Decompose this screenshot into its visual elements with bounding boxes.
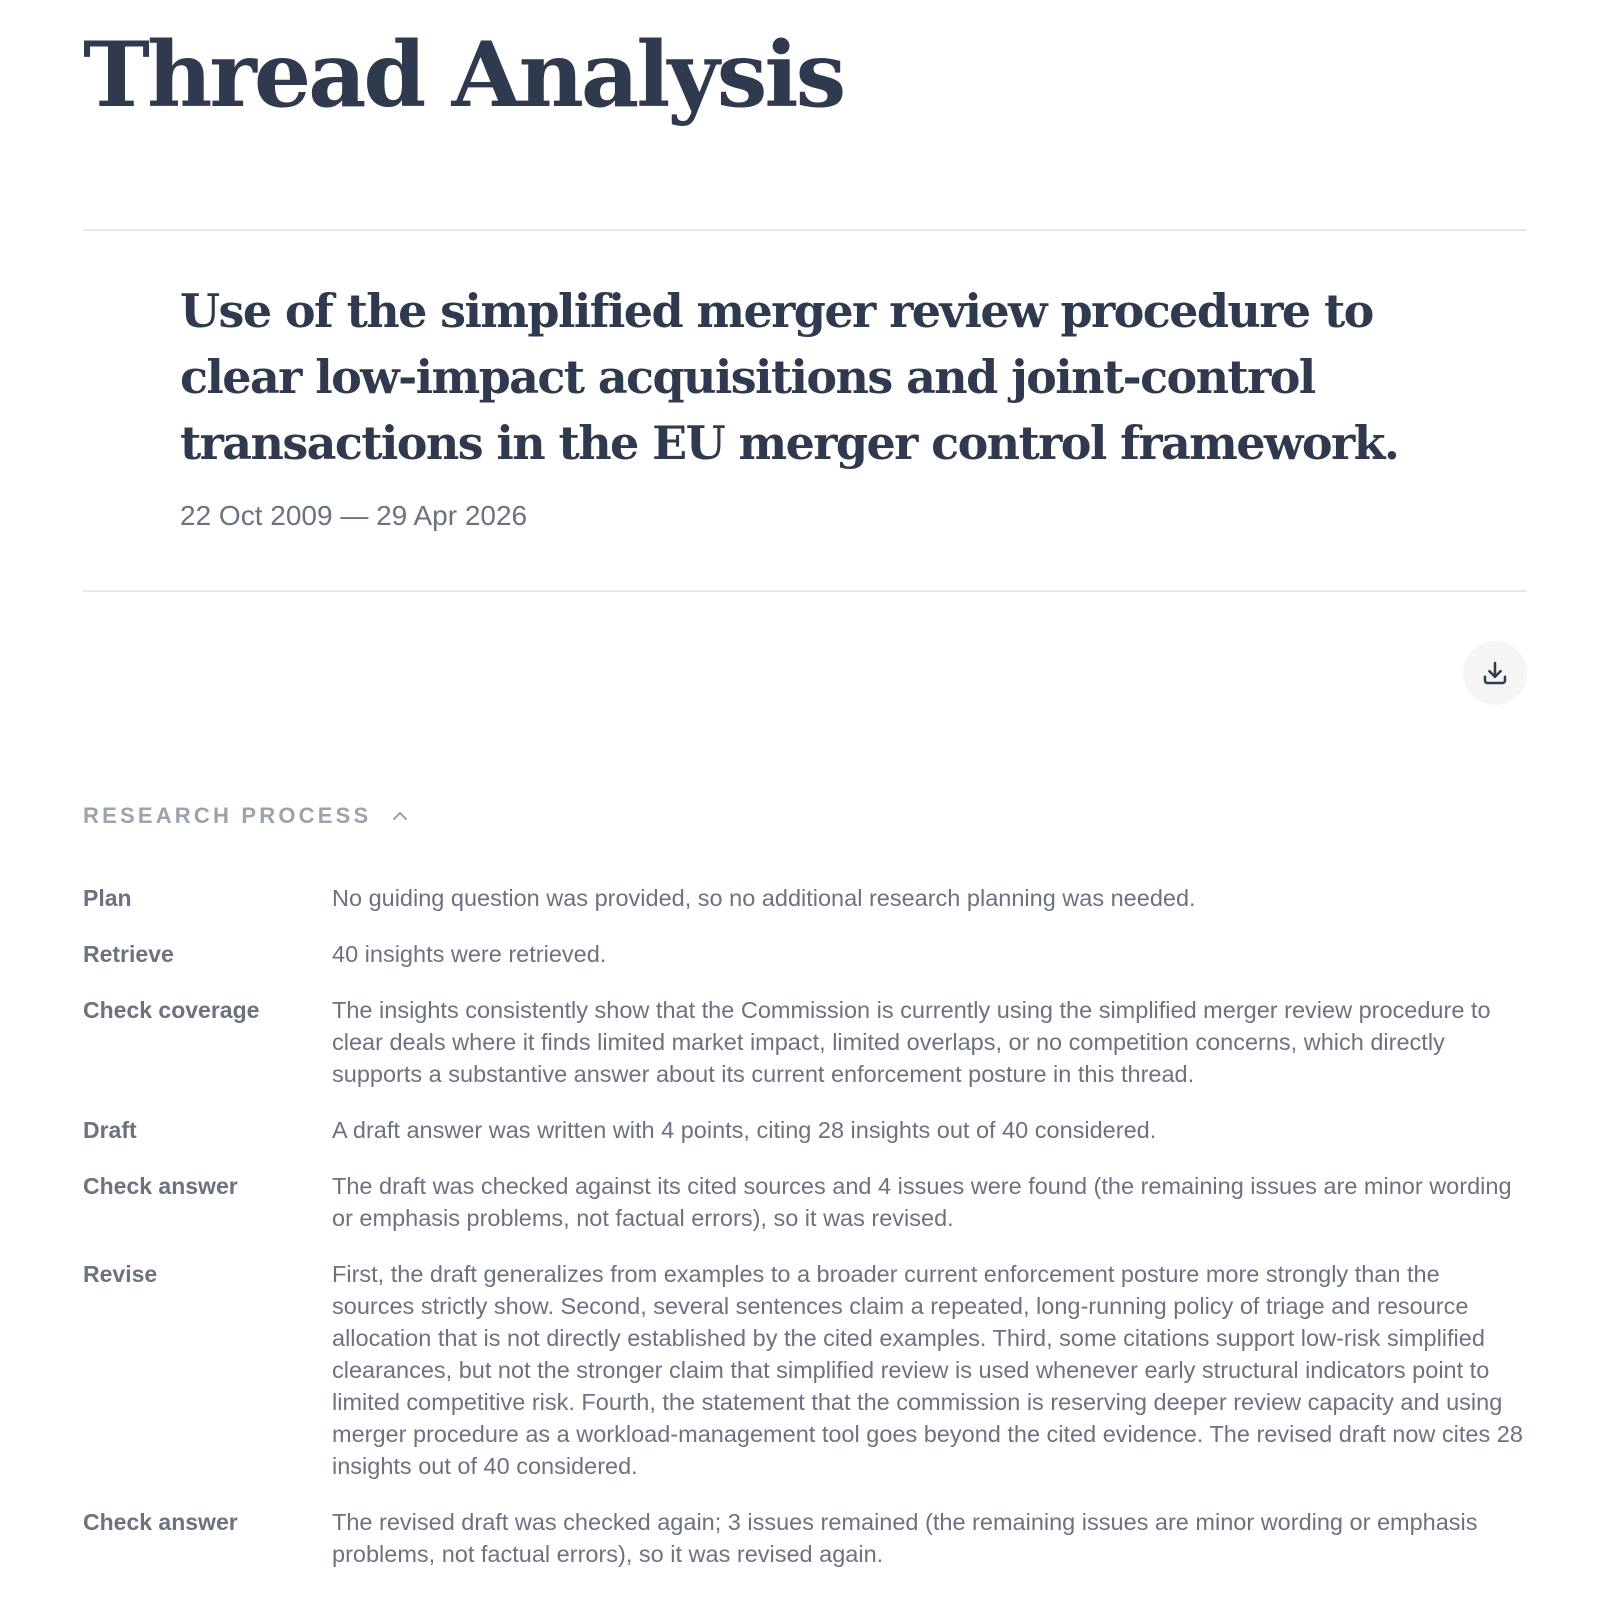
step-label: Plan — [83, 885, 132, 911]
step-description: No guiding question was provided, so no additional research planning was needed. — [332, 885, 1196, 911]
research-process-toggle[interactable] — [83, 800, 409, 832]
research-step-revise — [83, 1258, 1526, 1482]
step-description: The insights consistently show that the Commission is currently using the simplified merger review procedure to clear deals where it finds limited market impact, limited overlaps, or no competition concerns, which directly supports a substantive answer about its current enforcement posture in this thread. — [332, 997, 1491, 1087]
thread-date-range: 22 Oct 2009 — 29 Apr 2026 — [180, 500, 528, 531]
step-description: The revised draft was checked again; 3 issues remained (the remaining issues are minor wording or emphasis problems, not factual errors), so it was revised again. — [332, 1509, 1478, 1567]
step-label: Draft — [83, 1117, 137, 1143]
divider — [83, 590, 1526, 592]
research-step-draft — [83, 1114, 1526, 1146]
step-description: A draft answer was written with 4 points, citing 28 insights out of 40 considered. — [332, 1117, 1157, 1143]
research-step-plan — [83, 882, 1526, 914]
download-icon — [1480, 658, 1510, 688]
research-step-check-answer-2 — [83, 1506, 1526, 1570]
step-label: Check answer — [83, 1173, 238, 1199]
step-description: 40 insights were retrieved. — [332, 941, 607, 967]
chevron-up-icon — [391, 810, 409, 822]
page-title: Thread Analysis — [83, 22, 844, 128]
thread-title: Use of the simplified merger review procedure to clear low-impact acquisitions and joint-control transactions in the EU merger control framework. — [180, 284, 1399, 470]
thread-header — [180, 278, 1440, 534]
step-description: First, the draft generalizes from examples to a broader current enforcement posture more strongly than the sources strictly show. Second, several sentences claim a repeated, long-running policy of triage and resource allocation that is not directly established by the cited examples. Third, some citations support low-risk simplified clearances, but not the stronger claim that simplified review is used whenever early structural indicators point to limited competitive risk. Fourth, the statement that the commission is reserving deeper review capacity and using merger procedure as a workload-management tool goes beyond the cited evidence. The revised draft now cites 28 insights out of 40 considered. — [332, 1261, 1523, 1479]
research-process-steps — [83, 882, 1526, 1594]
step-label: Check coverage — [83, 997, 260, 1023]
research-step-check-coverage — [83, 994, 1526, 1090]
research-step-retrieve — [83, 938, 1526, 970]
research-step-check-answer — [83, 1170, 1526, 1234]
step-label: Check answer — [83, 1509, 238, 1535]
download-button[interactable] — [1463, 641, 1527, 705]
step-description: The draft was checked against its cited sources and 4 issues were found (the remaining issues are minor wording or emphasis problems, not factual errors), so it was revised. — [332, 1173, 1512, 1231]
divider — [83, 229, 1526, 231]
research-process-label: RESEARCH PROCESS — [83, 803, 372, 828]
step-label: Retrieve — [83, 941, 174, 967]
step-label: Revise — [83, 1261, 158, 1287]
